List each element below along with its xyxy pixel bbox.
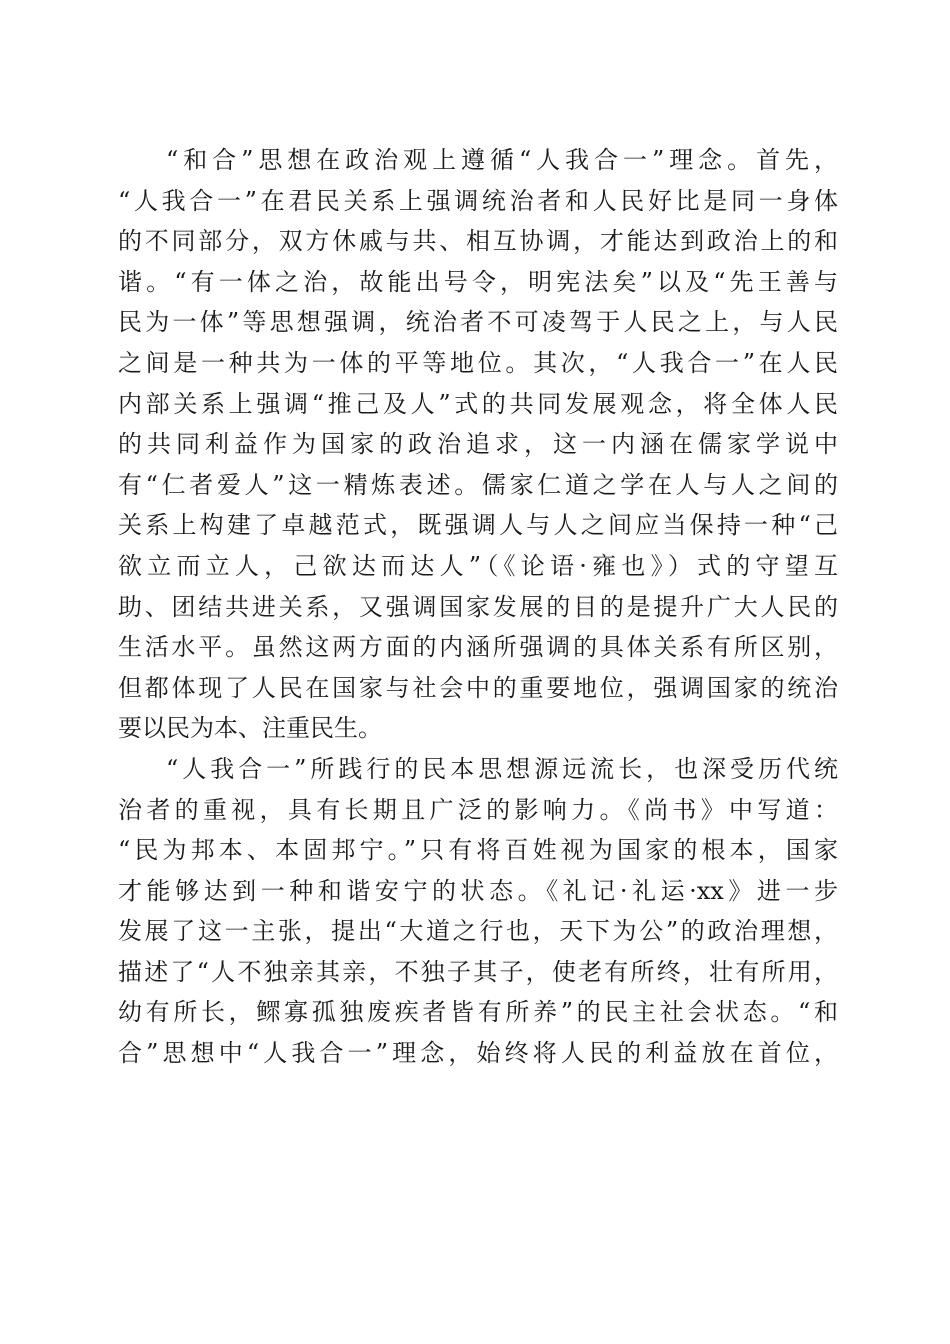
text-line: 欲立而立人，己欲达而达人”（《论语·雍也》）式的守望互 [118, 551, 838, 580]
paragraph-2 [118, 749, 838, 1074]
text-line: 助、团结共进关系，又强调国家发展的目的是提升广大人民的 [118, 592, 838, 621]
text-line: 合”思想中“人我合一”理念，始终将人民的利益放在首位， [118, 1039, 838, 1068]
text-line: “人我合一”在君民关系上强调统治者和人民好比是同一身体 [118, 186, 838, 215]
text-line: 发展了这一主张，提出“大道之行也，天下为公”的政治理想， [118, 917, 838, 946]
text-line: 生活水平。虽然这两方面的内涵所强调的具体关系有所区别， [118, 633, 838, 662]
text-line: 治者的重视，具有长期且广泛的影响力。《尚书》中写道： [118, 795, 838, 824]
text-line: “民为邦本、本固邦宁。”只有将百姓视为国家的根本，国家 [118, 836, 838, 865]
text-line: 才能够达到一种和谐安宁的状态。《礼记·礼运·xx》进一步 [118, 876, 838, 905]
text-line: 有“仁者爱人”这一精炼表述。儒家仁道之学在人与人之间的 [118, 470, 838, 499]
text-line: 的不同部分，双方休戚与共、相互协调，才能达到政治上的和 [118, 227, 838, 256]
text-line: 内部关系上强调“推己及人”式的共同发展观念，将全体人民 [118, 389, 838, 418]
text-line: 之间是一种共为一体的平等地位。其次，“人我合一”在人民 [118, 348, 838, 377]
text-line: 但都体现了人民在国家与社会中的重要地位，强调国家的统治 [118, 673, 838, 702]
text-line: “人我合一”所践行的民本思想源远流长，也深受历代统 [166, 754, 838, 783]
paragraph-1 [118, 140, 838, 749]
text-line: 民为一体”等思想强调，统治者不可凌驾于人民之上，与人民 [118, 308, 838, 337]
text-line: 描述了“人不独亲其亲，不独子其子，使老有所终，壮有所用， [118, 957, 838, 986]
text-line: 的共同利益作为国家的政治追求，这一内涵在儒家学说中 [118, 430, 838, 459]
text-line: 关系上构建了卓越范式，既强调人与人之间应当保持一种“己 [118, 511, 838, 540]
text-line: 要以民为本、注重民生。 [118, 714, 382, 743]
text-line: 谐。“有一体之治，故能出号令，明宪法矣”以及“先王善与 [118, 267, 838, 296]
text-line: 幼有所长，鳏寡孤独废疾者皆有所养”的民主社会状态。“和 [118, 998, 838, 1027]
text-line: “和合”思想在政治观上遵循“人我合一”理念。首先， [166, 146, 838, 174]
document-body [118, 140, 838, 1074]
